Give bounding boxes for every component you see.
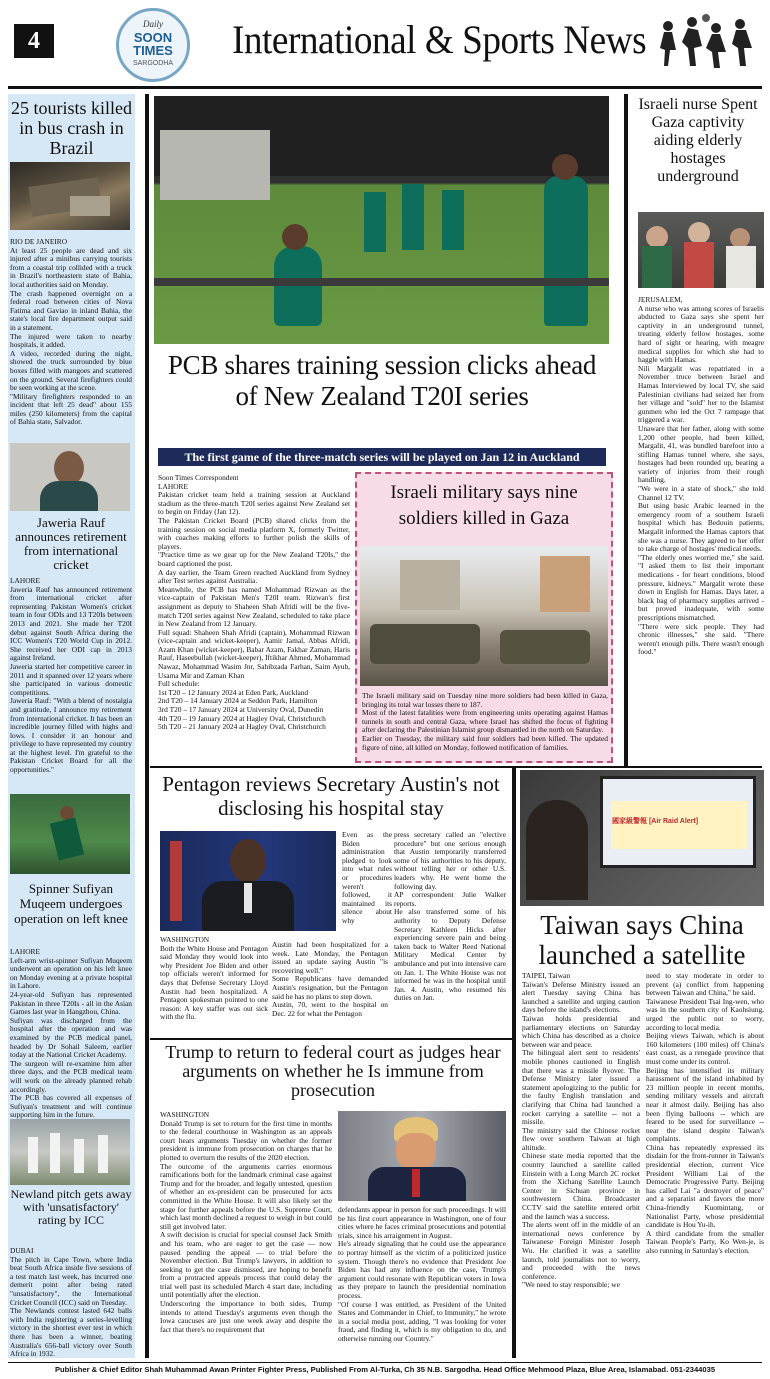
jaweria-para: Jaweria Rauf has announced retirement from international cricket after representing Pakistan Women's cricket team in four ODIs and 13 T20Is between 2013 and 2021. She made her T20I debut against South Africa during the ICC Women's T20 World Cup in 2012. She received her ODI cap in 2013 against Ireland. [10,584,132,663]
masthead-rule [8,86,762,89]
pcb-subhead: The first game of the three-match series will be played on Jan 12 in Auckland [184,450,580,464]
brazil-para: "Military firefighters responded to an incident that left 25 dead" about 155 miles (250 kilometers) from the capital of Bahia state, Salvador. [10,391,132,427]
pcb-para: "Practice time as we gear up for the New Zealand T20Is," the board captioned the post. [158,550,350,568]
israel-military-body [362,692,608,752]
taiwan-para: Taiwanese President Tsai Ing-wen, who was in the southern city of Kaohsiung, urged the public not to worry, according to local media. [646,996,764,1032]
pentagon-para: press secretary called an "elective procedure" but one serious enough that Austin temporarily transferred some of his authorities to his deputy, without telling her or other U.S. leaders why. He went home the following day. [394,830,506,891]
footer-imprint: Publisher & Chief Editor Shah Muhammad Awan Printer Fighter Press, Published From Al-Turka, Ch 35 N.B. Sargodha. Head Office Mehmood Plaza, Blue Area, Islamabad. 051-2344035 [54,1365,716,1374]
taiwan-para: Chinese state media reported that the country launched a satellite called Einstein with a Long March 2C rocket from the Xichang Satellite Launch Center in Sichuan province in southwestern China. Broadcaster CCTV said the satellite entered orbit and the launch was a success. [522,1151,640,1221]
newland-para: The Newlands contest lasted 642 balls with India registering a series-levelling victory in the shortest ever test in which there has been a winner, beating Australia's 656-ball victory over South Africa in 1932. [10,1306,132,1359]
pentagon-headline: Pentagon reviews Secretary Austin's not disclosing his hospital stay [162,772,500,820]
nurse-para: Nili Margalit was repatriated in a November truce between Israel and Hamas Interviewed by local TV, she said Palestinian civilians had seized her from her village and "sold" her to the Islamist gunmen who led the Oct 7 rampage that triggered a war. [638,363,764,425]
pentagon-body-col3 [394,831,506,1003]
trump-para: "Of course I was entitled, as President of the United States and Commander in Chief, to Immunity," he wrote in a social media post, adding, "I was looking for voter fraud, and finding it, which is my obligation to do, and otherwise running our Country." [338,1299,506,1343]
trump-para: Underscoring the importance to both sides, Trump intends to attend Tuesday's arguments even though the Iowa caucuses are just one week away and despite the fact that there's no requirement that [160,1299,332,1334]
nurse-para: "We were in a state of shock," she told Channel 12 TV. [638,484,764,502]
taiwan-dateline: TAIPEI, Taiwan [522,971,571,980]
pentagon-dateline: WASHINGTON [160,935,210,944]
trump-dateline: WASHINGTON [160,1110,210,1119]
logo-small-text: Daily [143,19,163,29]
column-divider [624,94,628,766]
trump-headline: Trump to return to federal court as judges hear arguments on whether he Is immune from prosecution [165,1042,501,1100]
trump-para: The outcome of the arguments carries enormous ramifications both for the landmark criminal case against Trump and for the broader, and legally untested, question of whether an ex-president can be prosecuted for acts committed in the White House. It will also likely set the stage for further appeals before the U.S. Supreme Court, which last month declined a request to weigh in but could still get involved later. [160,1161,332,1231]
trump-body-col2 [338,1206,506,1344]
pcb-para: The Pakistan Cricket Board (PCB) shared clicks from the training session on social media platform X, formerly Twitter, with coaches making efforts to further polish the skills of players. [158,515,350,551]
section-divider [150,1038,512,1040]
taiwan-headline: Taiwan says China launched a satellite [538,910,746,970]
pcb-training-photo [154,96,609,344]
logo-main-text: SOON TIMES [133,30,173,58]
jaweria-headline: Jaweria Rauf announces retirement from international cricket [15,515,127,572]
taiwan-para: A third candidate from the smaller Taiwan People's Party, Ko Wen-je, is also running in Saturday's election. [646,1228,764,1255]
pentagon-body-col2 [272,941,388,1018]
nurse-headline: Israeli nurse Spent Gaza captivity aiding elderly hostages underground [638,96,758,185]
logo-sub-text: SARGODHA [132,60,174,67]
pcb-schedule-item: 3rd T20 – 17 January 2024 at University Oval, Dunedin [158,705,324,715]
sufiyan-headline: Spinner Sufiyan Muqeem undergoes operation on left knee [14,881,128,926]
sports-figures-graphic [654,12,760,72]
nurse-body [638,296,764,657]
israel-military-headline: Israeli military says nine soldiers killed in Gaza [390,482,578,529]
brazil-body [10,238,132,427]
taiwan-body-col1 [522,972,640,1290]
jaweria-photo [10,443,130,511]
taiwan-para: The alerts went off in the middle of an international news conference by Taiwanese Foreign Minister Joseph Wu. He clarified it was a satellite launch, told journalists not to worry, and proceeded with the news conference. [522,1220,640,1281]
taiwan-para: The bilingual alert sent to residents' mobile phones cautioned in English that there was a missile flyover. The Defense Ministry later issued a statement apologizing to the public for the faulty English translation and clarifying that China had launched a rocket carrying a satellite -- not a missile. [522,1048,640,1127]
sufiyan-body [10,948,132,1120]
pentagon-para: He also transferred some of his authority to Deputy Defense Secretary Kathleen Hicks after experiencing severe pain and being taken back to Walter Reed National Military Medical Center by ambulance and put into intensive care on Jan. 1. The White House was not informed he was in the hospital until Jan. 4. Austin, who resumed his duties on Jan. [394,907,506,1003]
taiwan-para: Taiwan's Defense Ministry issued an alert Tuesday saying China has launched a satellite and urging caution days before the island's elections. [522,979,640,1015]
pcb-schedule-label: Full schedule: [158,679,200,689]
pcb-para: Pakistan cricket team held a training session at Auckland stadium as the three-match T20I series against New Zealand set to begin on Friday (Jan 12). [158,490,350,517]
pentagon-para: Some Republicans have demanded Austin's resignation, but the Pentagon said he has no plans to step down. [272,974,388,1001]
pcb-para: Meanwhile, the PCB has named Mohammad Rizwan as the vice-captain of Pakistan Men's T20I team. Rizwan's first assignment as deputy to Shaheen Shah Afridi will be the five-match T20I series against New Zealand, scheduled to take place in New Zealand from 12 January. [158,584,350,629]
pcb-schedule-item: 2nd T20 – 14 January 2024 at Seddon Park, Hamilton [158,696,318,706]
pcb-subhead-bar [158,448,606,466]
taiwan-para: China has repeatedly expressed its disdain for the front-runner in Taiwan's presidential election, current Vice President William Lai of the Democratic Progressive Party. Beijing has called Lai "a destroyer of peace" and a separatist and favors the more China-friendly Kuomintang, or Nationalist Party, whose presidential candidate is Hou Yu-ih. [646,1142,764,1230]
pcb-para: A day earlier, the Team Green reached Auckland from Sydney after Test series against Australia. [158,567,350,586]
trump-para: A swift decision is crucial for special counsel Jack Smith and his team, who are eager to get the case — now paused pending the appeal — to trial before the November election. But Trump's lawyers, in addition to seeking to get the case dismissed, are hoping to benefit from a protracted appeals process that could delay the trial well past its scheduled March 4 start date, including until potentially after the election. [160,1230,332,1300]
pcb-schedule-item: 1st T20 – 12 January 2024 at Eden Park, Auckland [158,687,309,697]
newland-dateline: DUBAI [10,1246,34,1255]
brazil-para: A video, recorded during the night, showed the truck surrounded by blue boxes filled with mangoes and scattered on the ground. Several firefighters could be seen working at the scene. [10,348,132,393]
trump-para: Donald Trump is set to return for the first time in months to the federal courthouse in Washington as an appeals court hears arguments Tuesday on whether the former president is immune from prosecution on charges that he plotted to overturn the results of the 2020 election. [160,1118,332,1162]
logo [116,8,190,82]
taiwan-screen-text: 國家級警報 [Air Raid Alert] [612,818,699,825]
column-divider [512,768,516,1358]
brazil-para: The injured were taken to nearby hospitals, it added. [10,331,132,350]
taiwan-para: need to stay moderate in order to prevent (a) conflict from happening between Taiwan and China," he said. [646,971,764,998]
pcb-dateline: LAHORE [158,481,188,491]
pentagon-para: Both the White House and Pentagon said Monday they would look into why President Joe Biden and other top officials weren't informed for days that Defense Secretary Lloyd Austin had been hospitalized. A Pentagon spokesman pointed to one reason: A key staffer was out sick with the flu. [160,943,268,1022]
section-divider [150,766,762,768]
trump-body-col1 [160,1111,332,1334]
pcb-headline: PCB shares training session clicks ahead of New Zealand T20I series [167,350,597,411]
sufiyan-para: Sufiyan was discharged from the hospital after the operation and was examined by the PCB medical panel, headed by Dr Sohail Saleem, earlier today at the National Cricket Academy. [10,1015,132,1060]
trump-photo [338,1111,506,1201]
masthead-title: International & Sports News [232,17,647,62]
pcb-schedule-item: 5th T20 – 21 January 2024 at Hagley Oval, Christchurch [158,722,326,732]
nurse-para: A nurse who was among scores of Israelis abducted to Gaza says she spent her captivity in an underground tunnel, treating elderly fellow hostages, some hard of sight or hearing, with meagre medical supplies for which she had to haggle with Hamas. [638,303,764,365]
taiwan-para: Beijing views Taiwan, which is about 160 kilometers (100 miles) off China's east coast, as a renegade province that must come under its control. [646,1031,764,1066]
bus-crash-photo [10,162,130,230]
brazil-dateline: RIO DE JANEIRO [10,237,68,246]
taiwan-phone-photo [520,770,764,906]
pcb-body [158,474,350,732]
israel-military-para: Most of the latest fatalities were from engineering units operating against Hamas tunnels in south and central Gaza, where Israel has shifted the focus of fighting after declaring the Palestinian Islamist group dismantled in the north on Saturday. [362,708,608,735]
israel-military-para: The Israeli military said on Tuesday nine more soldiers had been killed in Gaza, bringing its total war losses there to 187. [362,691,608,709]
jaweria-body [10,577,132,775]
taiwan-para: Taiwan holds presidential and parliamentary elections on Saturday which China has described as a choice between war and peace. [522,1013,640,1049]
sufiyan-para: The PCB has covered all expenses of Sufiyan's treatment and will continue supporting him in the future. [10,1093,132,1120]
nurse-photo [638,212,764,288]
pcb-schedule-item: 4th T20 – 19 January 2024 at Hagley Oval, Christchurch [158,713,326,723]
gaza-tanks-photo [360,546,608,686]
israel-military-para: Earlier on Tuesday, the military said four soldiers had been killed. The updated figure of nine, all killed on Monday, followed notification of families. [362,733,608,752]
newland-pitch-photo [10,1119,130,1185]
newland-para: The pitch in Cape Town, where India beat South Africa inside five sessions of a test match last week, has incurred one demerit point after being rated "unsatisfactory", the International Cricket Council (ICC) said on Tuesday. [10,1254,132,1307]
pentagon-para: AP correspondent Julie Walker reports. [394,890,506,908]
jaweria-para: Jaweria Rauf: "With a blend of nostalgia and gratitude, I announce my retirement from international cricket. It has been an incredible journey filled with highs and lows. I consider it an honour and privilege to have represented my country at the highest level. I'm grateful to the Pakistan Cricket Board for all the opportunities." [10,696,132,775]
nurse-para: But using basic Arabic learned in the emergency room of a southern Israeli hospital which has Bedouin patients, Margalit informed the Hamas captors that she was a nurse. They agreed to her offer to take charge of hostages' medical needs. [638,501,764,554]
pcb-byline: Soon Times Correspondent [158,473,239,482]
sufiyan-para: Left-arm wrist-spinner Sufiyan Muqeem underwent an operation on his left knee on Monday evening at a private hospital in Lahore. [10,955,132,991]
nurse-dateline: JERUSALEM, [638,295,683,304]
jaweria-dateline: LAHORE [10,576,40,585]
brazil-para: The crash happened overnight on a federal road between cities of Nova Fatima and Gaviao in inland Bahia, the state's local fire department output said in a statement. [10,288,132,332]
brazil-para: At least 25 people are dead and six injured after a minibus carrying tourists from a coastal trip collided with a truck in Brazil's northeastern state of Bahia, local authorities said on Monday. [10,245,132,289]
nurse-para: Unaware that her father, along with some 1,200 other people, had been killed, Margalit, 41, was bundled barefoot into a stifling Hamas tunnel where, she says, hostages had been rounded up, bearing a variety of injuries from their rough handling. [638,423,764,485]
nurse-para: "There were sick people. They had chronic illnesses," she said. "There weren't enough pills. There wasn't enough food." [638,621,764,657]
nurse-para: "The elderly ones worried me," she said. "I asked them to list their important medications - for heart conditions, blood pressure, kidneys." Margalit wrote these down in English for Hamas. Days later, a black bag of pharmacy supplies arrived - but proved inadequate, with some prescriptions mismatched. [638,552,764,622]
sufiyan-photo [10,794,130,874]
taiwan-para: "We need to stay responsible; we [522,1280,620,1290]
newland-headline: Newland pitch gets away with 'unsatisfactory' rating by ICC [10,1187,132,1227]
sufiyan-para: 24-year-old Sufiyan has represented Pakistan in three T20Is - all in the Asian Games last year in Hangzhou, China. [10,989,132,1017]
jaweria-para: Jaweria started her competitive career in 2011 and it spanned over 12 years where she participated in various domestic competitions. [10,661,132,697]
pentagon-para: Austin, 70, went to the hospital on Dec. 22 for what the Pentagon [272,1000,388,1018]
pentagon-para: Austin had been hospitalized for a week. Late Monday, the Pentagon issued an update saying Austin "is recovering well." [272,940,388,975]
brazil-headline: 25 tourists killed in bus crash in Brazil [11,98,132,158]
taiwan-body-col2 [646,972,764,1256]
column-divider [145,94,149,1358]
page-number: 4 [28,28,40,54]
trump-para: defendants appear in person for such proceedings. It will be his first court appearance in Washington, one of four cities where he faces criminal prosecutions and potential trials, since his arraignment in August. [338,1205,506,1240]
page-number-box [14,24,54,58]
pentagon-body-col1b [160,936,268,1022]
trump-para: He's already signaling that he could use the appearance to portray himself as the victim of a politicized justice system. Though there's no evidence that President Joe Biden has had any influence on the case, Trump's argument could resonate with Republican voters in Iowa as they prepare to launch the presidential nomination process. [338,1239,506,1300]
sufiyan-dateline: LAHORE [10,947,40,956]
newland-body [10,1247,132,1359]
taiwan-para: Beijing has intensified its military harassment of the island inhabited by 23 million people in recent months, sending military vessels and aircraft near it almost daily. Beijing has also been flying balloons -- which are feared to be used for surveillance -- near the island despite Taiwan's complaints. [646,1065,764,1144]
footer-rule [8,1362,762,1363]
pentagon-intro: Even as the Biden administration pledged to look into what rules or procedures weren't followed, it maintained its silence about why [342,830,392,925]
austin-photo [160,831,336,931]
sufiyan-para: The surgeon will re-examine him after three days, and the PCB medical team will work on the already planned rehab accordingly. [10,1058,132,1094]
pentagon-body-col1 [342,831,392,926]
pcb-para: Full squad: Shaheen Shah Afridi (captain), Mohammad Rizwan (vice-captain and wicket-keeper), Aamir Jamal, Abbas Afridi, Azam Khan (wicket-keeper), Babar Azam, Fakhar Zaman, Haris Rauf, Haseebullah (wicket-keeper), Iftikhar Ahmed, Mohammad Nawaz, Mohammad Wasim Jnr, Sahibzada Farhan, Saim Ayub, Usama Mir and Zaman Khan [158,627,350,680]
taiwan-para: The ministry said the Chinese rocket flew over southern Taiwan at high altitude. [522,1125,640,1152]
